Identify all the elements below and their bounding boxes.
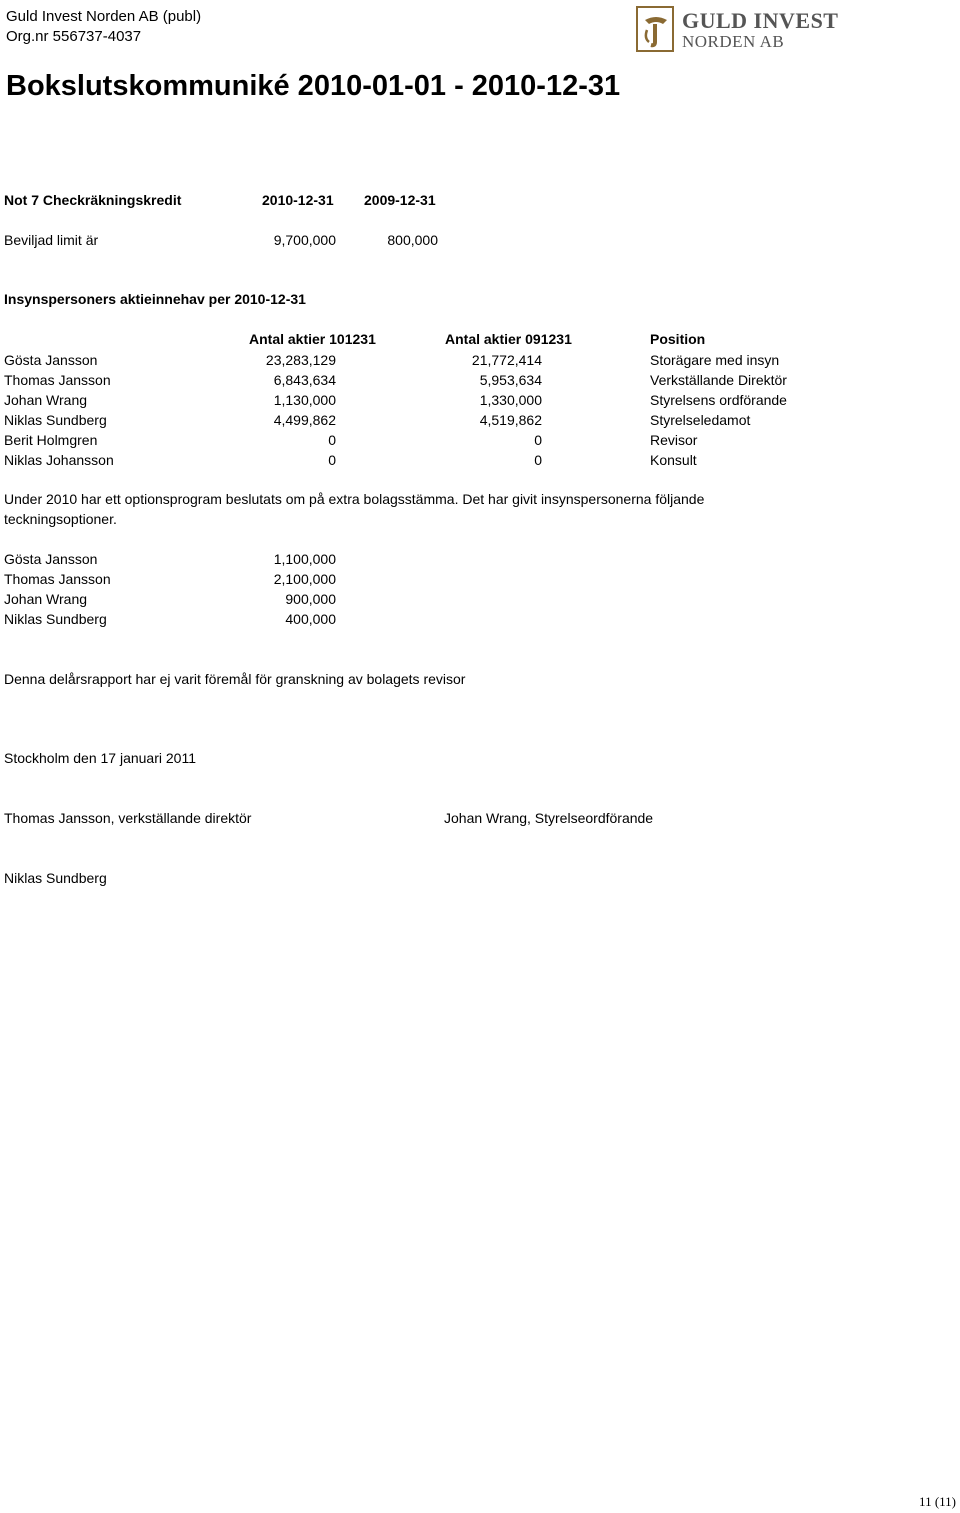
note7-value-2009: 800,000 [387,232,438,248]
option-holder-name: Niklas Sundberg [4,611,107,627]
insider-name: Niklas Johansson [4,452,114,468]
column-header-position: Position [650,331,706,347]
signature-ceo: Thomas Jansson, verkställande direktör [4,810,252,826]
logo-text-line1: GULD INVEST [682,8,839,33]
place-date: Stockholm den 17 januari 2011 [4,750,196,766]
gold-bar-logo-icon [636,6,674,52]
shares-2009: 21,772,414 [471,352,542,368]
option-amount: 1,100,000 [273,551,336,567]
insider-position: Verkställande Direktör [650,372,787,388]
option-amount: 900,000 [285,591,336,607]
column-header-shares-2009: Antal aktier 091231 [445,331,572,347]
insider-position: Revisor [650,432,698,448]
option-holder-name: Johan Wrang [4,591,88,607]
company-name: Guld Invest Norden AB (publ) [6,8,202,25]
insider-name: Berit Holmgren [4,432,98,448]
option-amount: 2,100,000 [273,571,336,587]
note7-value-2010: 9,700,000 [273,232,336,248]
company-logo [636,6,848,54]
shares-2010: 6,843,634 [273,372,336,388]
shares-2009: 0 [534,432,542,448]
signature-board-member: Niklas Sundberg [4,870,107,886]
options-paragraph: Under 2010 har ett optionsprogram beslutats om på extra bolagsstämma. Det har givit insynspersonerna följande teckningsoptioner. [4,491,705,527]
page-number: 11 (11) [919,1494,956,1509]
option-holder-name: Thomas Jansson [4,571,111,587]
shares-2009: 5,953,634 [479,372,542,388]
option-amount: 400,000 [285,611,336,627]
insider-name: Niklas Sundberg [4,412,107,428]
insider-name: Thomas Jansson [4,372,111,388]
signature-chairman: Johan Wrang, Styrelseordförande [444,810,654,826]
review-note: Denna delårsrapport har ej varit föremål för granskning av bolagets revisor [4,671,466,687]
page-title: Bokslutskommuniké 2010-01-01 - 2010-12-31 [6,70,621,102]
insider-position: Storägare med insyn [650,352,780,368]
insider-position: Styrelseledamot [650,412,751,428]
shares-2010: 1,130,000 [273,392,336,408]
column-header-shares-2010: Antal aktier 101231 [249,331,376,347]
insiders-heading: Insynspersoners aktieinnehav per 2010-12-31 [4,291,306,307]
shares-2009: 0 [534,452,542,468]
note7-col2-header: 2009-12-31 [364,192,436,208]
insider-name: Johan Wrang [4,392,88,408]
insider-position: Konsult [650,452,697,468]
insider-name: Gösta Jansson [4,352,98,368]
option-holder-name: Gösta Jansson [4,551,98,567]
note7-col1-header: 2010-12-31 [262,192,334,208]
shares-2010: 0 [328,452,336,468]
org-number: Org.nr 556737-4037 [6,28,142,45]
note7-heading: Not 7 Checkräkningskredit [4,192,182,208]
logo-text-line2: NORDEN AB [682,32,785,51]
note7-row-label: Beviljad limit är [4,232,99,248]
shares-2009: 1,330,000 [479,392,542,408]
shares-2010: 23,283,129 [265,352,336,368]
shares-2009: 4,519,862 [479,412,542,428]
shares-2010: 0 [328,432,336,448]
shares-2010: 4,499,862 [273,412,336,428]
insider-position: Styrelsens ordförande [650,392,787,408]
